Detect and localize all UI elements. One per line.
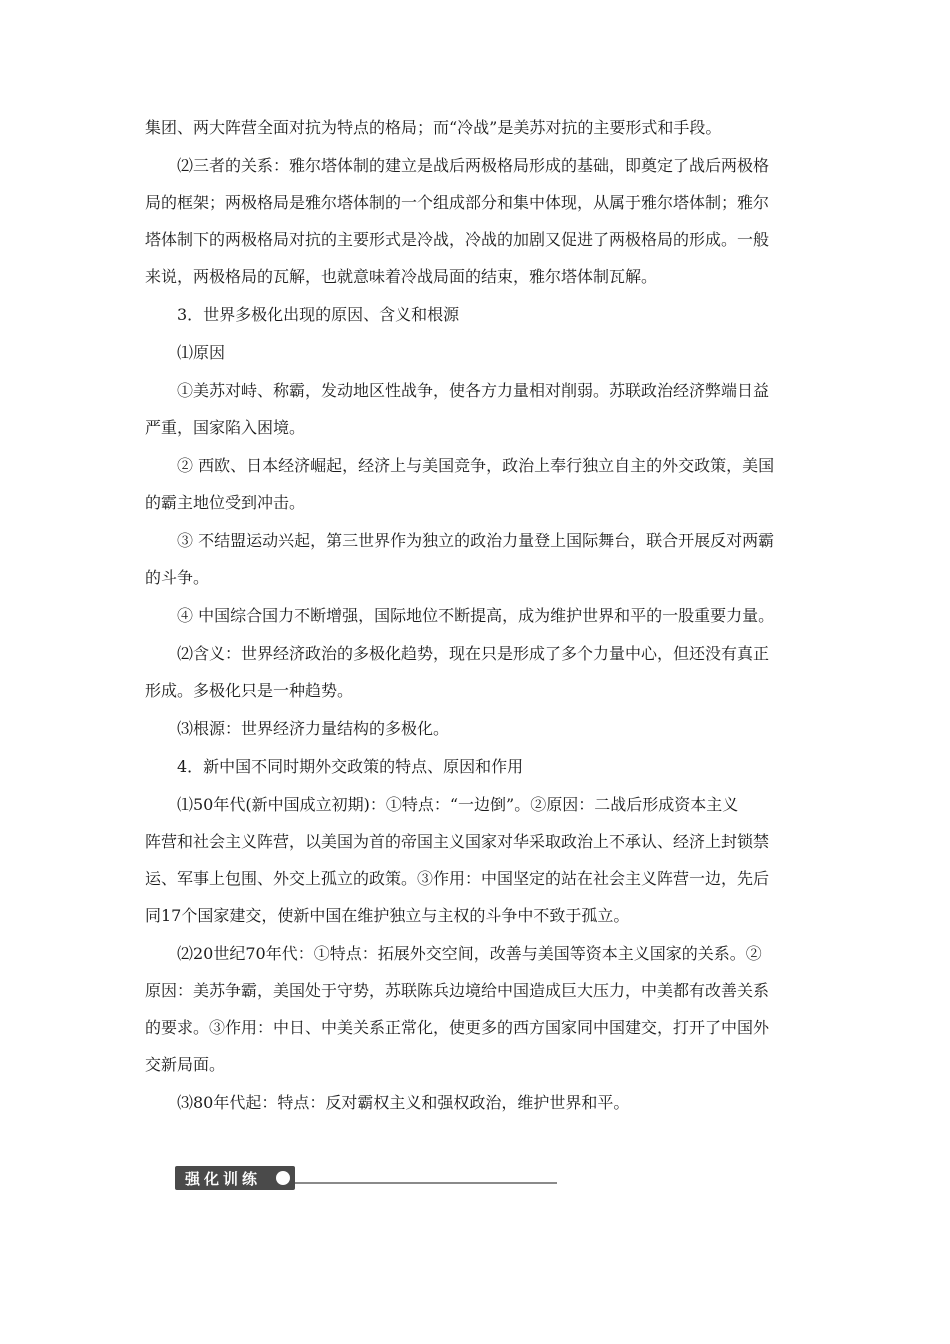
paragraph-gap [145, 287, 809, 305]
paragraph [145, 1093, 809, 1113]
paragraph-gap [145, 1075, 809, 1093]
paragraph [145, 343, 809, 363]
paragraph [145, 644, 809, 701]
text-line: 的斗争。 [145, 568, 210, 587]
line-gap [145, 815, 809, 832]
line-gap [145, 213, 809, 230]
text-line: 同17个国家建交，使新中国在维护独立与主权的斗争中不致于孤立。 [145, 906, 630, 925]
paragraph [145, 156, 809, 287]
paragraph-gap [145, 739, 809, 757]
text-line: ⑶80年代起：特点：反对霸权主义和强权政治，维护世界和平。 [177, 1093, 630, 1112]
text-line: ⑵三者的关系：雅尔塔体制的建立是战后两极格局形成的基础，即奠定了战后两极格 [177, 156, 770, 175]
line-gap [145, 1001, 809, 1018]
text-line: 的要求。③作用：中日、中美关系正常化，使更多的西方国家同中国建交，打开了中国外 [145, 1018, 770, 1037]
paragraph-gap [145, 513, 809, 531]
paragraph [145, 944, 809, 1075]
paragraph-gap [145, 138, 809, 156]
line-gap [145, 551, 809, 568]
paragraph-gap [145, 363, 809, 381]
text-line: ⑵含义：世界经济政治的多极化趋势，现在只是形成了多个力量中心，但还没有真正 [177, 644, 770, 663]
text-line: 原因：美苏争霸，美国处于守势，苏联陈兵边境给中国造成巨大压力，中美都有改善关系 [145, 981, 770, 1000]
text-line: ⑴50年代(新中国成立初期)：①特点：“一边倒”。②原因：二战后形成资本主义 [177, 795, 739, 814]
paragraph-gap [145, 588, 809, 606]
text-line: ⑵20世纪70年代：①特点：拓展外交空间，改善与美国等资本主义国家的关系。② [177, 944, 762, 963]
section-divider [295, 1182, 557, 1184]
text-line: ③ 不结盟运动兴起，第三世界作为独立的政治力量登上国际舞台，联合开展反对两霸 [177, 531, 775, 550]
paragraph [145, 456, 809, 513]
text-line: 严重，国家陷入困境。 [145, 418, 306, 437]
line-gap [145, 889, 809, 906]
paragraph-gap [145, 438, 809, 456]
line-gap [145, 476, 809, 493]
line-gap [145, 1038, 809, 1055]
paragraph [145, 118, 809, 138]
text-line: 来说，两极格局的瓦解，也就意味着冷战局面的结束，雅尔塔体制瓦解。 [145, 267, 658, 286]
line-gap [145, 401, 809, 418]
paragraph [145, 795, 809, 926]
paragraph-gap [145, 777, 809, 795]
paragraph-gap [145, 701, 809, 719]
section-banner [175, 1166, 565, 1194]
text-line: 阵营和社会主义阵营，以美国为首的帝国主义国家对华采取政治上不承认、经济上封锁禁 [145, 832, 770, 851]
text-line: ⑶根源：世界经济力量结构的多极化。 [177, 719, 450, 738]
text-line: ①美苏对峙、称霸，发动地区性战争，使各方力量相对削弱。苏联政治经济弊端日益 [177, 381, 770, 400]
text-line: 3．世界多极化出现的原因、含义和根源 [177, 305, 460, 324]
text-line: 局的框架；两极格局是雅尔塔体制的一个组成部分和集中体现，从属于雅尔塔体制；雅尔 [145, 193, 770, 212]
paragraph [145, 719, 809, 739]
paragraph-gap [145, 325, 809, 343]
paragraph [145, 381, 809, 438]
text-line: 塔体制下的两极格局对抗的主要形式是冷战，冷战的加剧又促进了两极格局的形成。一般 [145, 230, 770, 249]
paragraph [145, 305, 809, 325]
line-gap [145, 176, 809, 193]
line-gap [145, 852, 809, 869]
text-line: 形成。多极化只是一种趋势。 [145, 681, 354, 700]
paragraph-gap [145, 626, 809, 644]
line-gap [145, 664, 809, 681]
text-line: 运、军事上包围、外交上孤立的政策。③作用：中国坚定的站在社会主义阵营一边，先后 [145, 869, 770, 888]
text-line: ④ 中国综合国力不断增强，国际地位不断提高，成为维护世界和平的一股重要力量。 [177, 606, 775, 625]
line-gap [145, 250, 809, 267]
text-line: ② 西欧、日本经济崛起，经济上与美国竞争，政治上奉行独立自主的外交政策，美国 [177, 456, 775, 475]
paragraph [145, 757, 809, 777]
line-gap [145, 964, 809, 981]
text-line: ⑴原因 [177, 343, 226, 362]
document-body [145, 118, 809, 1113]
bullet-dot-icon [276, 1171, 290, 1185]
text-line: 4．新中国不同时期外交政策的特点、原因和作用 [177, 757, 524, 776]
text-line: 的霸主地位受到冲击。 [145, 493, 306, 512]
text-line: 交新局面。 [145, 1055, 226, 1074]
text-line: 集团、两大阵营全面对抗为特点的格局；而“冷战”是美苏对抗的主要形式和手段。 [145, 118, 722, 137]
paragraph [145, 606, 809, 626]
section-banner-label: 强化训练 [185, 1169, 262, 1188]
paragraph [145, 531, 809, 588]
paragraph-gap [145, 926, 809, 944]
